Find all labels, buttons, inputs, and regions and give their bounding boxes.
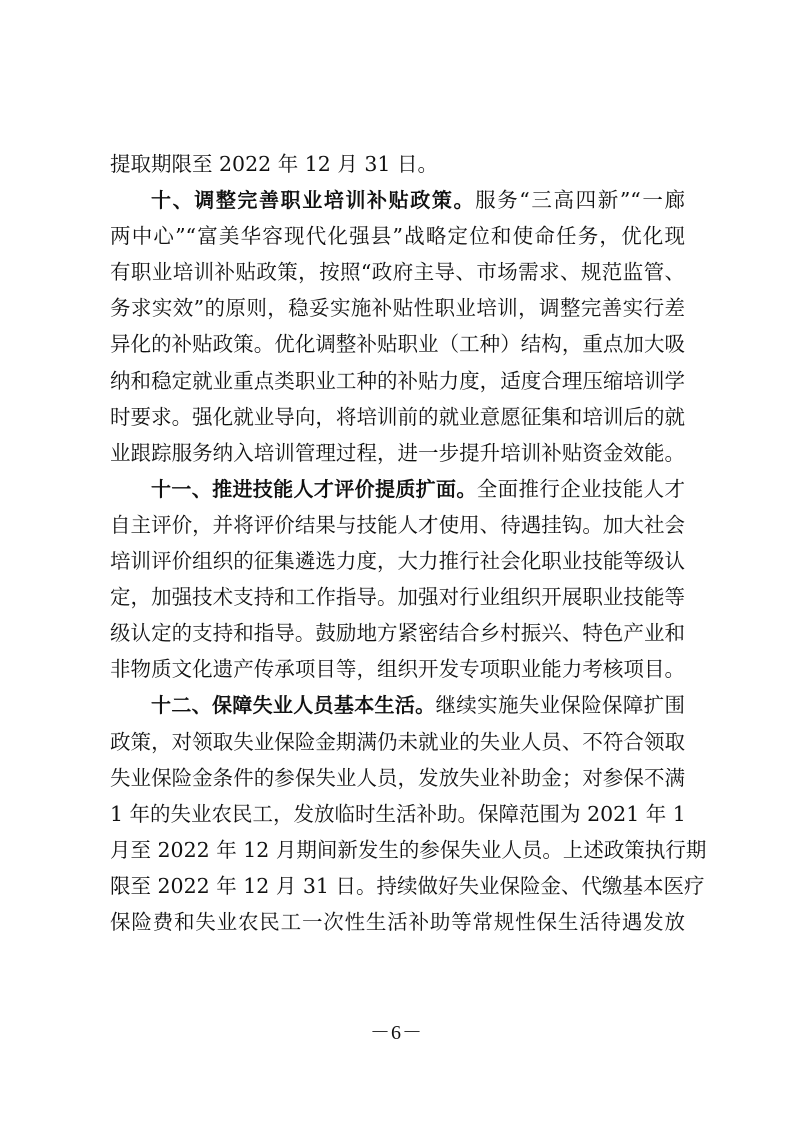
section-11-heading: 十一、推进技能人才评价提质扩面。 bbox=[151, 476, 477, 501]
paragraph-line: 限至 2022 年 12 月 31 日。持续做好失业保险金、代缴基本医疗 bbox=[110, 873, 705, 898]
paragraph-line: 保险费和失业农民工一次性生活补助等常规性保生活待遇发放 bbox=[110, 909, 685, 934]
body-text bbox=[110, 146, 707, 940]
section-12-first-line-text: 继续实施失业保险保障扩围 bbox=[435, 693, 686, 718]
paragraph-line: 月至 2022 年 12 月期间新发生的参保失业人员。上述政策执行期 bbox=[110, 837, 707, 862]
paragraph-line: 时要求。强化就业导向，将培训前的就业意愿征集和培训后的就 bbox=[110, 404, 685, 429]
paragraph-line: 两中心”“富美华容现代化强县”战略定位和使命任务，优化现 bbox=[110, 224, 685, 249]
paragraph-line: 政策，对领取失业保险金期满仍未就业的失业人员、不符合领取 bbox=[110, 729, 685, 754]
section-11-first-line-text: 全面推行企业技能人才 bbox=[476, 476, 686, 501]
paragraph-line: 自主评价，并将评价结果与技能人才使用、待遇挂钩。加大社会 bbox=[110, 512, 685, 537]
section-11-first-line bbox=[110, 471, 685, 507]
page-number: －6－ bbox=[370, 1022, 423, 1044]
paragraph-line: 务求实效”的原则，稳妥实施补贴性职业培训，调整完善实行差 bbox=[110, 296, 685, 321]
paragraph-line: 定，加强技术支持和工作指导。加强对行业组织开展职业技能等 bbox=[110, 585, 685, 610]
section-10-first-line bbox=[110, 182, 685, 218]
paragraph-line: 培训评价组织的征集遴选力度，大力推行社会化职业技能等级认 bbox=[110, 549, 685, 574]
section-12-heading: 十二、保障失业人员基本生活。 bbox=[151, 693, 436, 718]
section-12-first-line bbox=[110, 687, 685, 723]
paragraph-line: 有职业培训补贴政策，按照“政府主导、市场需求、规范监管、 bbox=[110, 260, 685, 285]
section-10-heading: 十、调整完善职业培训补贴政策。 bbox=[151, 188, 476, 213]
paragraph-line: 1 年的失业农民工，发放临时生活补助。保障范围为 2021 年 1 bbox=[110, 801, 686, 826]
paragraph-line: 提取期限至 2022 年 12 月 31 日。 bbox=[110, 152, 438, 176]
section-10-first-line-text: 服务“三高四新”“一廊 bbox=[475, 188, 685, 213]
paragraph-line: 业跟踪服务纳入培训管理过程，进一步提升培训补贴资金效能。 bbox=[110, 440, 685, 465]
paragraph-line: 异化的补贴政策。优化调整补贴职业（工种）结构，重点加大吸 bbox=[110, 332, 685, 357]
paragraph-line: 纳和稳定就业重点类职业工种的补贴力度，适度合理压缩培训学 bbox=[110, 368, 685, 393]
paragraph-line: 失业保险金条件的参保失业人员，发放失业补助金；对参保不满 bbox=[110, 765, 685, 790]
paragraph-line: 级认定的支持和指导。鼓励地方紧密结合乡村振兴、特色产业和 bbox=[110, 621, 685, 646]
paragraph-line: 非物质文化遗产传承项目等，组织开发专项职业能力考核项目。 bbox=[110, 657, 685, 682]
